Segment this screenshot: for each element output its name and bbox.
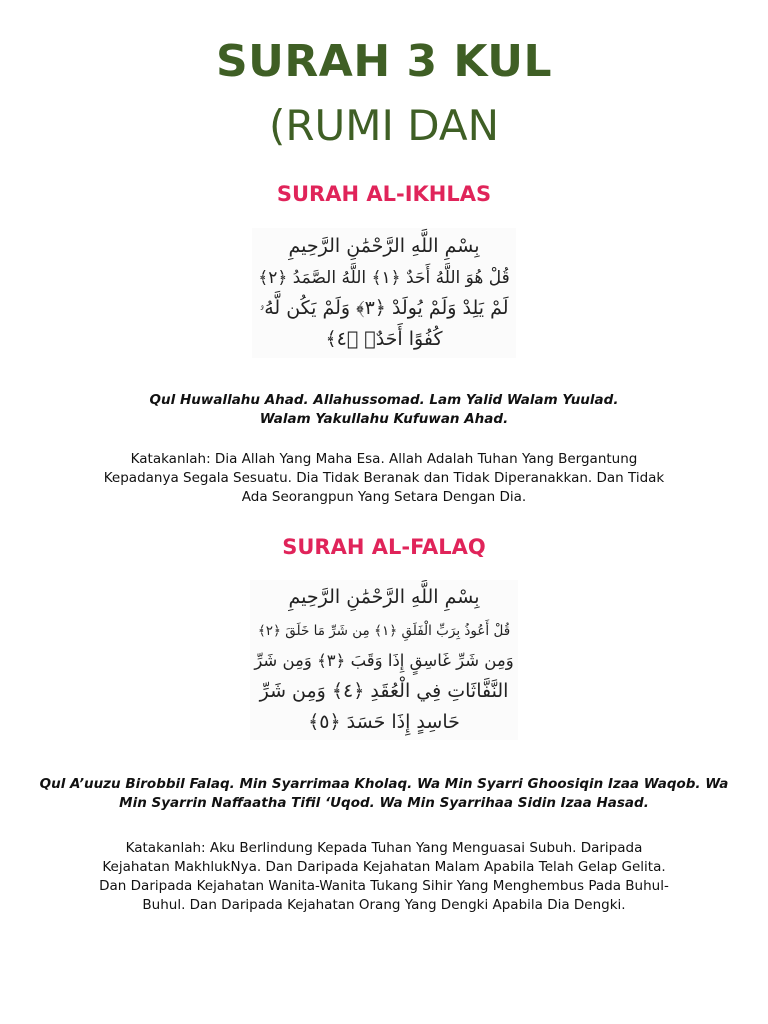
arabic-line: النَّفَّاثَاتِ فِي الْعُقَدِ ﴿٤﴾ وَمِن شَرِّ (259, 680, 509, 702)
translation-al-falaq (20, 839, 748, 915)
arabic-line: حَاسِدٍ إِذَا حَسَدَ ﴿٥﴾ (308, 711, 460, 733)
arabic-line: قُلْ هُوَ اللَّهُ أَحَدٌ ﴿١﴾ اللَّهُ الصَّمَدُ ﴿٢﴾ (258, 268, 510, 288)
rumi-transliteration-al-falaq (20, 775, 748, 813)
arabic-verse-image-al-falaq (250, 580, 518, 740)
translation-line: Katakanlah: Aku Berlindung Kepada Tuhan Yang Menguasai Subuh. Daripada (125, 840, 643, 856)
rumi-line: Qul A’uuzu Birobbil Falaq. Min Syarrimaa Kholaq. Wa Min Syarri Ghoosiqin Izaa Waqob. Wa (39, 776, 729, 792)
arabic-line: بِسْمِ اللَّهِ الرَّحْمَٰنِ الرَّحِيمِ (288, 235, 480, 257)
translation-line: Katakanlah: Dia Allah Yang Maha Esa. Allah Adalah Tuhan Yang Bergantung (130, 451, 638, 467)
arabic-line: بِسْمِ اللَّهِ الرَّحْمَٰنِ الرَّحِيمِ (288, 586, 480, 608)
page-title: SURAH 3 KUL (215, 36, 552, 87)
arabic-line: وَمِن شَرِّ غَاسِقٍ إِذَا وَقَبَ ﴿٣﴾ وَمِن شَرِّ (254, 651, 514, 670)
translation-line: Buhul. Dan Daripada Kejahatan Orang Yang Dengki Apabila Dia Dengki. (142, 897, 626, 913)
page-subtitle: (RUMI DAN (268, 101, 500, 150)
section-heading-al-falaq: SURAH AL-FALAQ (282, 535, 486, 559)
rumi-line: Walam Yakullahu Kufuwan Ahad. (259, 411, 509, 427)
rumi-line: Qul Huwallahu Ahad. Allahussomad. Lam Yalid Walam Yuulad. (149, 392, 619, 408)
section-heading-al-ikhlas: SURAH AL-IKHLAS (276, 182, 492, 206)
translation-line: Dan Daripada Kejahatan Wanita-Wanita Tukang Sihir Yang Menghembus Pada Buhul- (99, 878, 669, 894)
arabic-line: كُفُوًا أَحَدٌۢ ﴿٤﴾ (325, 328, 443, 350)
arabic-verse-image-al-ikhlas (252, 228, 516, 358)
translation-line: Ada Seorangpun Yang Setara Dengan Dia. (241, 489, 527, 505)
rumi-line: Min Syarrin Naffaatha Tifil ‘Uqod. Wa Min Syarrihaa Sidin Izaa Hasad. (119, 795, 649, 811)
translation-line: Kejahatan MakhlukNya. Dan Daripada Kejahatan Malam Apabila Telah Gelap Gelita. (102, 859, 666, 875)
arabic-line: قُلْ أَعُوذُ بِرَبِّ الْفَلَقِ ﴿١﴾ مِن شَرِّ مَا خَلَقَ ﴿٢﴾ (257, 623, 511, 639)
rumi-transliteration-al-ikhlas (20, 391, 748, 429)
translation-al-ikhlas (20, 450, 748, 507)
translation-line: Kepadanya Segala Sesuatu. Dia Tidak Beranak dan Tidak Diperanakkan. Dan Tidak (103, 470, 665, 486)
arabic-line: لَمْ يَلِدْ وَلَمْ يُولَدْ ﴿٣﴾ وَلَمْ يَكُن لَّهُۥ (259, 297, 509, 319)
